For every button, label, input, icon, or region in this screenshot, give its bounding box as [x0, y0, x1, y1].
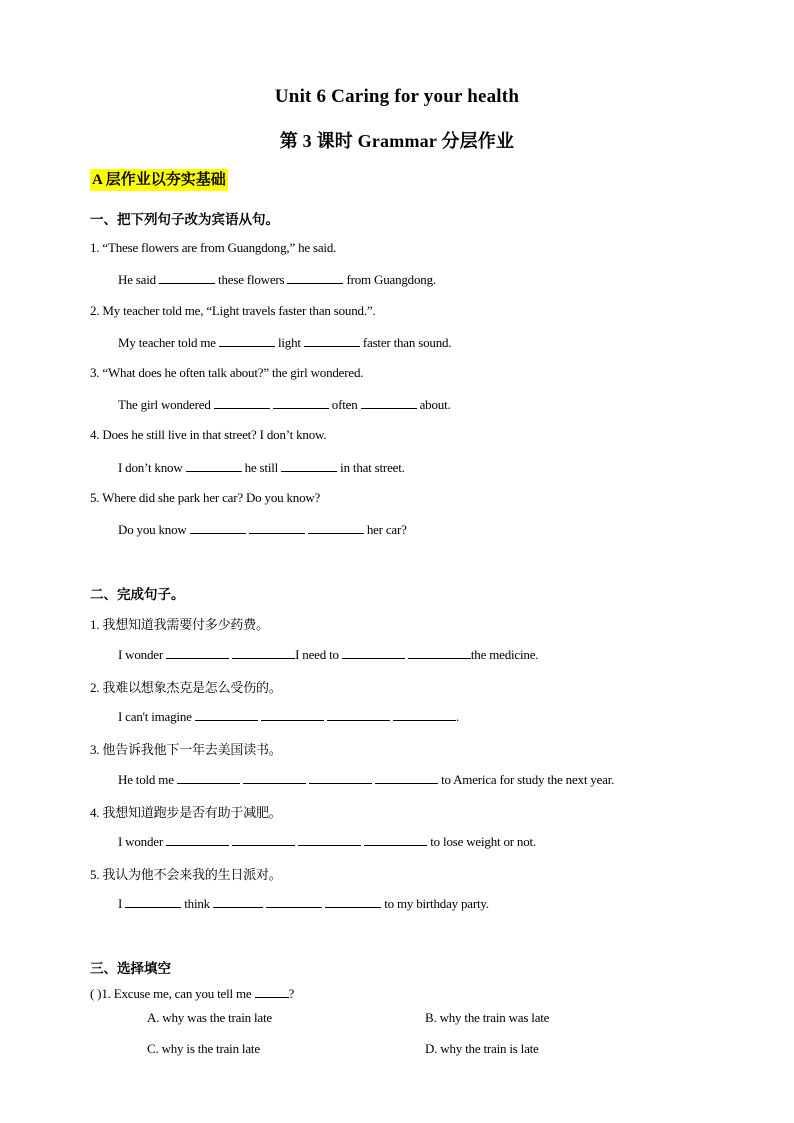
answer-text: these flowers — [215, 272, 288, 287]
s1-answer-3 — [118, 396, 451, 413]
answer-blank[interactable] — [219, 334, 275, 347]
s1-question-2: 2. My teacher told me, “Light travels faster than sound.”. — [90, 303, 376, 318]
s2-answer-2 — [118, 708, 459, 725]
answer-text: . — [455, 709, 459, 724]
answer-text: in that street. — [337, 460, 405, 475]
answer-text: to lose weight or not. — [427, 834, 536, 849]
option-a[interactable]: A. why was the train late — [147, 1010, 272, 1025]
answer-blank[interactable] — [393, 708, 456, 721]
s1-question-4: 4. Does he still live in that street? I don’t know. — [90, 427, 327, 442]
s2-answer-5 — [118, 895, 489, 912]
section1-heading: 一、把下列句子改为宾语从句。 — [90, 212, 279, 227]
answer-blank[interactable] — [249, 521, 305, 534]
answer-blank[interactable] — [255, 985, 289, 998]
s1-answer-1 — [118, 271, 436, 288]
s2-question-1: 1. 我想知道我需要付多少药费。 — [90, 617, 269, 632]
answer-paren[interactable]: ( ) — [90, 986, 102, 1001]
s1-answer-4 — [118, 459, 405, 476]
answer-text: I wonder — [118, 834, 167, 849]
answer-blank[interactable] — [213, 895, 263, 908]
answer-text: light — [274, 335, 304, 350]
answer-text: the medicine. — [470, 647, 539, 662]
answer-text: Do you know — [118, 522, 190, 537]
answer-text: he still — [241, 460, 282, 475]
answer-text: The girl wondered — [118, 397, 214, 412]
answer-blank[interactable] — [408, 646, 471, 659]
s2-question-3: 3. 他告诉我他下一年去美国读书。 — [90, 742, 282, 757]
answer-blank[interactable] — [304, 334, 360, 347]
answer-blank[interactable] — [166, 833, 229, 846]
answer-text: about. — [416, 397, 451, 412]
answer-text: often — [328, 397, 361, 412]
answer-blank[interactable] — [298, 833, 361, 846]
s1-answer-2 — [118, 334, 451, 351]
answer-blank[interactable] — [266, 895, 322, 908]
answer-blank[interactable] — [214, 396, 270, 409]
s2-question-5: 5. 我认为他不会来我的生日派对。 — [90, 867, 282, 882]
s2-answer-3 — [118, 771, 614, 788]
answer-text: to America for study the next year. — [438, 772, 615, 787]
answer-blank[interactable] — [125, 895, 181, 908]
answer-blank[interactable] — [375, 771, 438, 784]
answer-text: from Guangdong. — [343, 272, 436, 287]
section3-heading: 三、选择填空 — [90, 961, 171, 976]
answer-blank[interactable] — [281, 459, 337, 472]
answer-blank[interactable] — [325, 895, 381, 908]
s3-question-1 — [90, 985, 294, 1002]
answer-blank[interactable] — [190, 521, 246, 534]
option-b[interactable]: B. why the train was late — [425, 1010, 550, 1025]
answer-text: think — [181, 896, 214, 911]
answer-text: her car? — [363, 522, 407, 537]
answer-blank[interactable] — [232, 833, 295, 846]
page-subtitle: 第 3 课时 Grammar 分层作业 — [279, 131, 515, 151]
answer-blank[interactable] — [195, 708, 258, 721]
answer-blank[interactable] — [261, 708, 324, 721]
s1-question-5: 5. Where did she park her car? Do you know? — [90, 490, 321, 505]
answer-text: He told me — [118, 772, 177, 787]
answer-blank[interactable] — [361, 396, 417, 409]
answer-text: I need to — [295, 647, 342, 662]
answer-blank[interactable] — [177, 771, 240, 784]
s2-answer-1 — [118, 646, 538, 663]
answer-blank[interactable] — [364, 833, 427, 846]
s2-question-2: 2. 我难以想象杰克是怎么受伤的。 — [90, 680, 282, 695]
answer-text: I — [118, 896, 126, 911]
answer-blank[interactable] — [342, 646, 405, 659]
question-text: ? — [288, 986, 295, 1001]
answer-text: to my birthday party. — [381, 896, 489, 911]
answer-blank[interactable] — [273, 396, 329, 409]
answer-blank[interactable] — [243, 771, 306, 784]
answer-blank[interactable] — [166, 646, 229, 659]
answer-blank[interactable] — [309, 771, 372, 784]
answer-text: He said — [118, 272, 159, 287]
answer-blank[interactable] — [327, 708, 390, 721]
section2-heading: 二、完成句子。 — [90, 587, 185, 602]
s1-question-3: 3. “What does he often talk about?” the girl wondered. — [90, 365, 364, 380]
answer-text: I wonder — [118, 647, 167, 662]
answer-text: I don’t know — [118, 460, 186, 475]
option-c[interactable]: C. why is the train late — [147, 1041, 260, 1056]
answer-blank[interactable] — [186, 459, 242, 472]
s2-answer-4 — [118, 833, 536, 850]
s1-question-1: 1. “These flowers are from Guangdong,” he said. — [90, 240, 337, 255]
answer-blank[interactable] — [287, 271, 343, 284]
page-title: Unit 6 Caring for your health — [274, 86, 520, 107]
s1-answer-5 — [118, 521, 407, 538]
question-text: 1. Excuse me, can you tell me — [101, 986, 255, 1001]
answer-text: I can't imagine — [118, 709, 195, 724]
level-a-heading: A 层作业以夯实基础 — [90, 169, 228, 191]
answer-text: My teacher told me — [118, 335, 219, 350]
option-d[interactable]: D. why the train is late — [425, 1041, 539, 1056]
answer-blank[interactable] — [159, 271, 215, 284]
s2-question-4: 4. 我想知道跑步是否有助于减肥。 — [90, 805, 282, 820]
answer-text: faster than sound. — [359, 335, 452, 350]
answer-blank[interactable] — [308, 521, 364, 534]
answer-blank[interactable] — [232, 646, 295, 659]
